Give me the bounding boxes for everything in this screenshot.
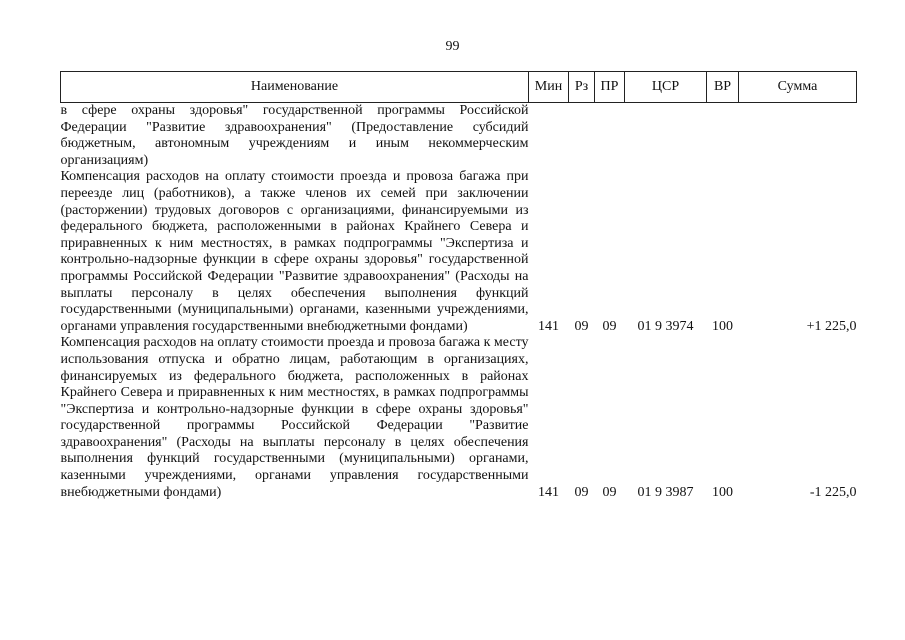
table-row — [61, 335, 857, 501]
header-rz: Рз — [569, 72, 595, 103]
row-rz: 09 — [574, 319, 589, 335]
row-csr: 01 9 3987 — [637, 485, 694, 501]
header-vr: ВР — [707, 72, 739, 103]
budget-table — [60, 71, 857, 501]
row-rz — [569, 103, 595, 170]
row-sum: -1 225,0 — [809, 485, 857, 501]
row-sum: +1 225,0 — [806, 319, 857, 335]
header-min: Мин — [529, 72, 569, 103]
row-pr — [595, 103, 625, 170]
row-name: Компенсация расходов на оплату стоимости проезда и провоза багажа к месту использования отпуска и обратно лицам, работающим в организациях, финансируемых из федерального бюджета, расположенных в районах Крайнего Севера и приравненных к ним местностях, в рамках подпрограммы "Экспертиза и контрольно-надзорные функции в сфере охраны здоровья" государственной программы Российской Федерации "Развитие здравоохранения" (Расходы на выплаты персоналу в целях обеспечения выполнения функций государственными (муниципальными) органами, казенными учреждениями, органами управления государственными внебюджетными фондами) — [60, 335, 529, 500]
row-vr: 100 — [712, 319, 733, 335]
header-row — [61, 72, 857, 103]
page-number: 99 — [445, 39, 460, 54]
header-sum: Сумма — [739, 72, 857, 103]
row-vr: 100 — [712, 485, 733, 501]
row-name: в сфере охраны здоровья" государственной программы Российской Федерации "Развитие здравоохранения" (Предоставление субсидий бюджетным, автономным учреждениям и иным некоммерческим организациям) — [60, 103, 529, 168]
row-min — [529, 103, 569, 170]
header-name: Наименование — [61, 72, 529, 103]
header-pr: ПР — [595, 72, 625, 103]
row-vr — [707, 103, 739, 170]
row-rz: 09 — [574, 485, 589, 501]
row-min: 141 — [538, 485, 559, 501]
row-csr — [625, 103, 707, 170]
row-sum — [739, 103, 857, 170]
table-row — [61, 169, 857, 335]
table-row — [61, 103, 857, 170]
header-csr: ЦСР — [625, 72, 707, 103]
row-csr: 01 9 3974 — [637, 319, 694, 335]
row-pr: 09 — [602, 319, 617, 335]
row-min: 141 — [538, 319, 559, 335]
row-name: Компенсация расходов на оплату стоимости проезда и провоза багажа при переезде лиц (работников), а также членов их семей при заключении (расторжении) трудовых договоров с организациями, финансируемыми из федерального бюджета, расположенными в районах Крайнего Севера и приравненных к ним местностях, в рамках подпрограммы "Экспертиза и контрольно-надзорные функции в сфере охраны здоровья" государственной программы Российской Федерации "Развитие здравоохранения" (Расходы на выплаты персоналу в целях обеспечения выполнения функций государственными (муниципальными) органами, казенными учреждениями, органами управления государственными внебюджетными фондами) — [60, 169, 529, 334]
row-pr: 09 — [602, 485, 617, 501]
